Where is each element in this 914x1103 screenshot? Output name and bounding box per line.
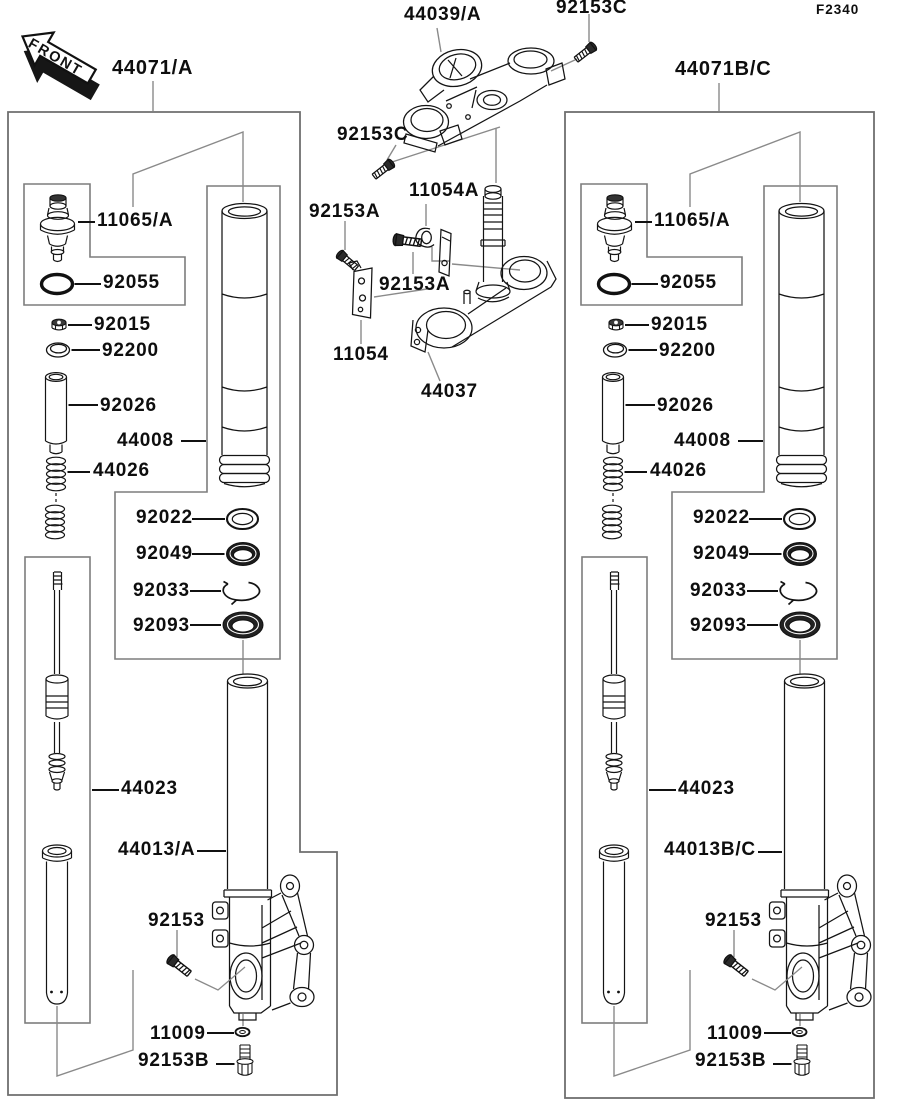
label-left-drain-bolt: 92153B xyxy=(138,1050,210,1071)
label-bolt-upper-right: 92153C xyxy=(556,0,628,18)
label-right-clip: 92033 xyxy=(690,580,747,601)
label-right-nut: 92015 xyxy=(651,314,708,335)
upper-clamp-drawing xyxy=(404,44,566,152)
label-right-inner-tube: 44008 xyxy=(674,430,731,451)
right-fork-assembly-art xyxy=(581,132,871,1076)
label-left-title: 44071/A xyxy=(112,57,194,79)
clamp-bolt-upper-right-drawing xyxy=(573,41,598,64)
label-lower-clamp: 44037 xyxy=(421,381,478,402)
label-right-bolt: 92153 xyxy=(705,910,762,931)
label-left-cap: 11065/A xyxy=(97,210,174,231)
left-fork-assembly-art xyxy=(24,132,314,1076)
label-right-ring: 92200 xyxy=(659,340,716,361)
steering-stem-drawing xyxy=(476,186,510,298)
label-right-washer: 11009 xyxy=(707,1023,763,1044)
label-left-inner-tube: 44008 xyxy=(117,430,174,451)
label-right-cap: 11065/A xyxy=(654,210,731,231)
label-left-clip: 92033 xyxy=(133,580,190,601)
label-right-oil-seal: 92049 xyxy=(693,543,750,564)
clamp-bolt-upper-left-drawing xyxy=(371,158,396,181)
label-right-outer-tube: 44013B/C xyxy=(664,839,756,860)
label-bolt-mid: 92153A xyxy=(379,274,451,295)
stay-bolt-left-drawing xyxy=(335,249,360,272)
label-right-collar: 92026 xyxy=(657,395,714,416)
front-arrow-badge xyxy=(7,20,110,108)
label-right-title: 44071B/C xyxy=(675,58,772,80)
label-left-outer-tube: 44013/A xyxy=(118,839,196,860)
label-right-spring: 44026 xyxy=(650,460,707,481)
label-left-bolt: 92153 xyxy=(148,910,205,931)
stay-bolt-mid-drawing xyxy=(393,234,422,249)
label-left-nut: 92015 xyxy=(94,314,151,335)
label-upper-clamp: 44039/A xyxy=(404,4,482,25)
label-right-seat-washer: 92022 xyxy=(693,507,750,528)
label-left-seat-washer: 92022 xyxy=(136,507,193,528)
label-left-dust-seal: 92093 xyxy=(133,615,190,636)
label-left-piston-rod: 44023 xyxy=(121,778,178,799)
figure-code-label: F2340 xyxy=(816,2,860,17)
label-bolt-upper-left: 92153C xyxy=(337,124,409,145)
front-arrow-label: FRONT xyxy=(25,35,86,80)
label-left-collar: 92026 xyxy=(100,395,157,416)
label-left-ring: 92200 xyxy=(102,340,159,361)
label-bracket-upper: 11054A xyxy=(409,180,480,201)
label-left-spring: 44026 xyxy=(93,460,150,481)
label-bolt-side: 92153A xyxy=(309,201,381,222)
label-right-dust-seal: 92093 xyxy=(690,615,747,636)
stay-bracket-a-drawing xyxy=(416,228,451,276)
label-right-piston-rod: 44023 xyxy=(678,778,735,799)
label-right-o-ring: 92055 xyxy=(660,272,717,293)
label-right-drain-bolt: 92153B xyxy=(695,1050,767,1071)
label-bracket-side: 11054 xyxy=(333,344,389,365)
label-left-o-ring: 92055 xyxy=(103,272,160,293)
label-left-oil-seal: 92049 xyxy=(136,543,193,564)
label-left-washer: 11009 xyxy=(150,1023,206,1044)
